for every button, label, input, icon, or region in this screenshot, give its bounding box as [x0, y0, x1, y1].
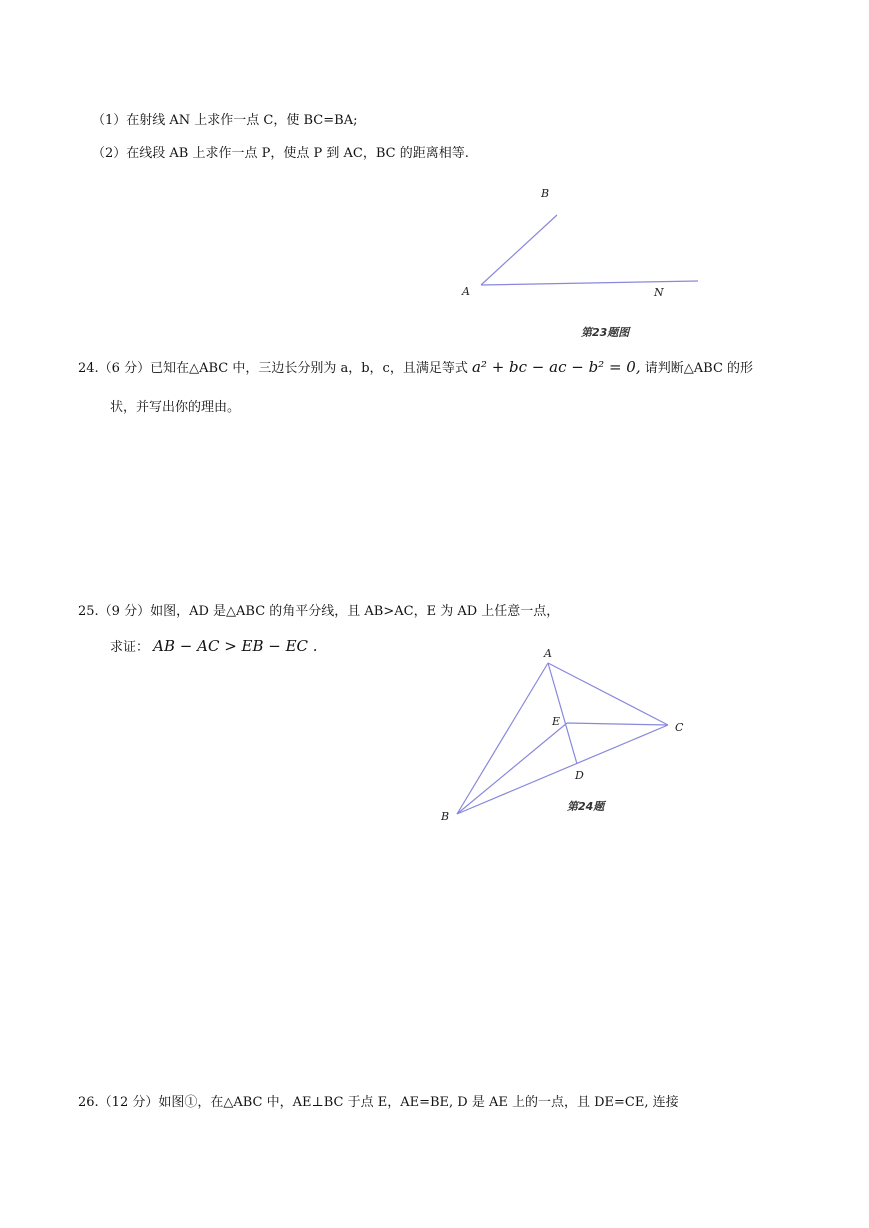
- ray-an: [481, 281, 698, 285]
- label-c: C: [675, 721, 684, 734]
- q24-line2: 状，并写出你的理由。: [110, 400, 241, 415]
- q25-line2: [110, 637, 318, 657]
- q24-text-before: 24.（6 分）已知在△ABC 中，三边长分别为 a，b，c，且满足等式: [78, 361, 468, 376]
- label-a: A: [544, 647, 552, 660]
- q26-line1: 26.（12 分）如图①，在△ABC 中，AE⊥BC 于点 E，AE=BE, D 是 AE 上的一点，且 DE=CE, 连接: [78, 1095, 679, 1110]
- label-n: N: [654, 286, 664, 299]
- q23-part1: （1）在射线 AN 上求作一点 C，使 BC=BA;: [92, 113, 358, 128]
- segment-eb: [457, 723, 567, 814]
- segment-bc: [457, 725, 668, 814]
- q25-figure: [430, 640, 700, 830]
- label-d: D: [575, 769, 584, 782]
- q23-part2: （2）在线段 AB 上求作一点 P，使点 P 到 AC，BC 的距离相等.: [92, 146, 469, 161]
- segment-ab: [457, 663, 548, 814]
- q24-equation: a² + bc − ac − b² = 0,: [471, 358, 641, 376]
- q25-line1: 25.（9 分）如图，AD 是△ABC 的角平分线，且 AB>AC，E 为 AD 上任意一点，: [78, 604, 560, 619]
- q25-inequality: AB − AC > EB − EC .: [153, 637, 318, 655]
- label-b: B: [441, 810, 450, 823]
- ray-ab: [481, 215, 557, 285]
- figure-caption: 第24题: [567, 800, 605, 813]
- segment-ac: [548, 663, 668, 725]
- q25-prefix: 求证：: [110, 640, 150, 655]
- figure-caption: 第23题图: [581, 326, 630, 339]
- label-b: B: [541, 187, 550, 200]
- segment-ec: [567, 723, 668, 725]
- q24-line1: [78, 358, 753, 378]
- label-a: A: [462, 285, 470, 298]
- label-e: E: [552, 715, 561, 728]
- q23-figure: [450, 178, 720, 348]
- q24-text-after: 请判断△ABC 的形: [644, 361, 754, 376]
- segment-ad: [548, 663, 577, 764]
